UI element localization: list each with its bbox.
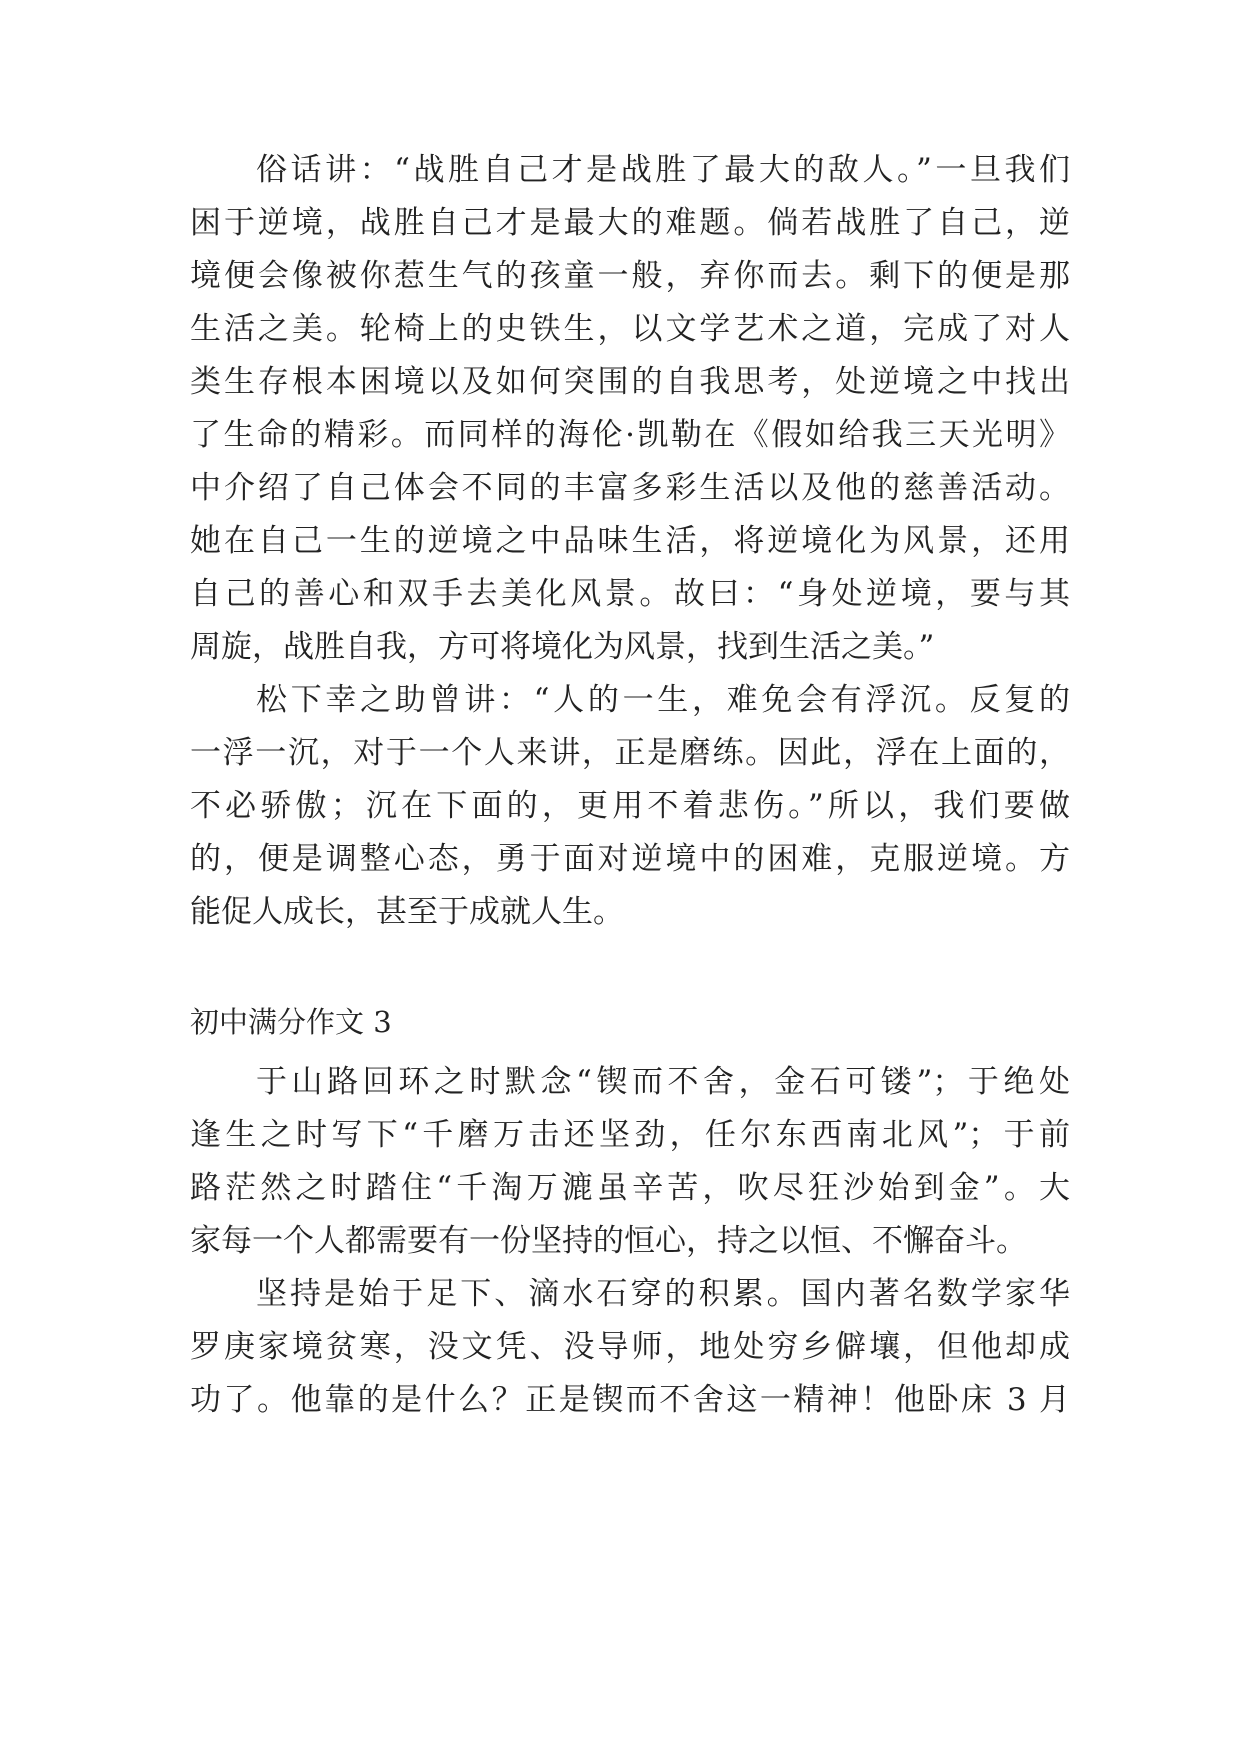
paragraph-line: 她在自己一生的逆境之中品味生活，将逆境化为风景，还用	[190, 523, 1070, 559]
paragraph-line: 家每一个人都需要有一份坚持的恒心，持之以恒、不懈奋斗。	[190, 1223, 1027, 1259]
section-heading: 初中满分作文 3	[190, 1005, 392, 1039]
paragraph-line: 境便会像被你惹生气的孩童一般，弃你而去。剩下的便是那	[190, 258, 1070, 294]
paragraph-line: 俗话讲：“战胜自己才是战胜了最大的敌人。”一旦我们	[256, 152, 1070, 188]
paragraph-line: 路茫然之时踏住“千淘万漉虽辛苦，吹尽狂沙始到金”。大	[190, 1170, 1070, 1206]
paragraph-line: 坚持是始于足下、滴水石穿的积累。国内著名数学家华	[256, 1276, 1070, 1312]
paragraph-line: 于山路回环之时默念“锲而不舍，金石可镂”；于绝处	[256, 1064, 1070, 1100]
paragraph-line: 罗庚家境贫寒，没文凭、没导师，地处穷乡僻壤，但他却成	[190, 1329, 1070, 1365]
paragraph-line: 困于逆境，战胜自己才是最大的难题。倘若战胜了自己，逆	[190, 205, 1070, 241]
paragraph-line: 一浮一沉，对于一个人来讲，正是磨练。因此，浮在上面的，	[190, 735, 1070, 771]
paragraph-line: 的，便是调整心态，勇于面对逆境中的困难，克服逆境。方	[190, 841, 1070, 877]
paragraph-line: 类生存根本困境以及如何突围的自我思考，处逆境之中找出	[190, 364, 1070, 400]
paragraph-line: 逢生之时写下“千磨万击还坚劲，任尔东西南北风”；于前	[190, 1117, 1070, 1153]
paragraph-line: 能促人成长，甚至于成就人生。	[190, 894, 624, 930]
paragraph-line: 松下幸之助曾讲：“人的一生，难免会有浮沉。反复的	[256, 682, 1070, 718]
paragraph-line: 中介绍了自己体会不同的丰富多彩生活以及他的慈善活动。	[190, 470, 1070, 506]
paragraph-line: 了生命的精彩。而同样的海伦·凯勒在《假如给我三天光明》	[190, 417, 1070, 453]
paragraph-line: 不必骄傲；沉在下面的，更用不着悲伤。”所以，我们要做	[190, 788, 1070, 824]
paragraph-line: 功了。他靠的是什么？正是锲而不舍这一精神！他卧床 3 月	[190, 1382, 1070, 1418]
paragraph-line: 自己的善心和双手去美化风景。故曰：“身处逆境，要与其	[190, 576, 1070, 612]
paragraph-line: 生活之美。轮椅上的史铁生，以文学艺术之道，完成了对人	[190, 311, 1070, 347]
paragraph-line: 周旋，战胜自我，方可将境化为风景，找到生活之美。”	[190, 629, 935, 665]
